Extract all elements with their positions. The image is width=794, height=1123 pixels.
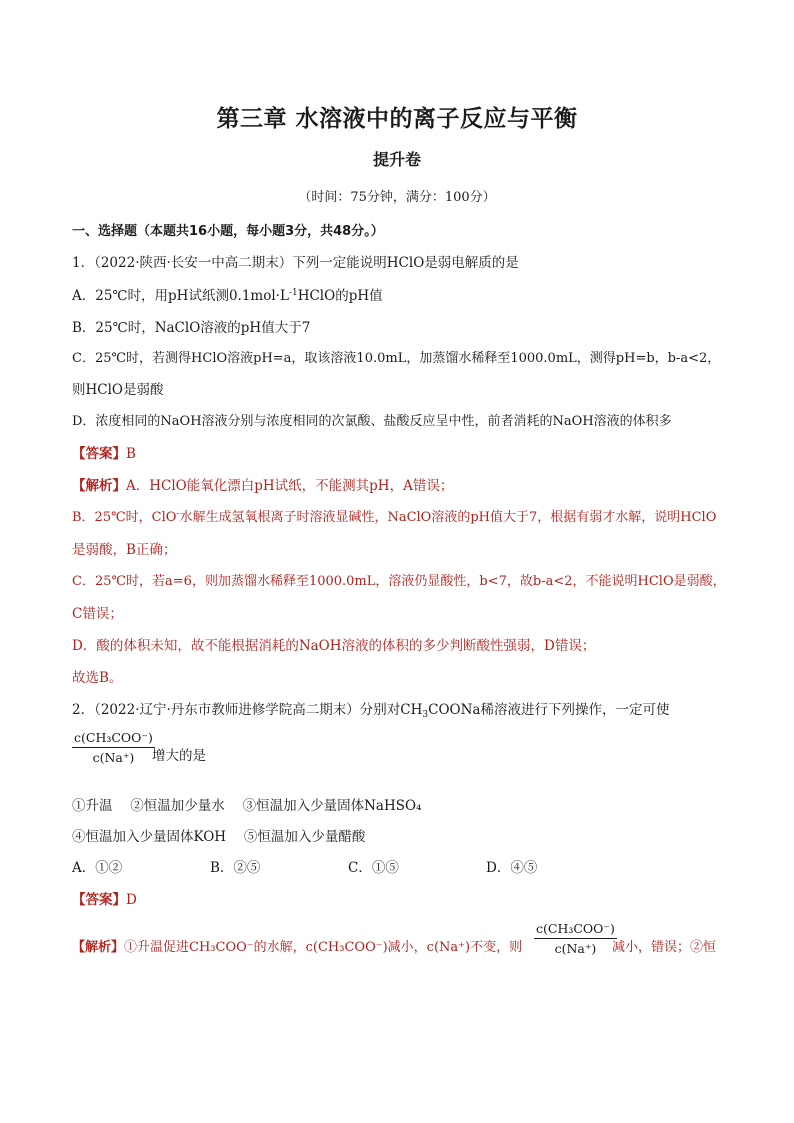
q1-answer-tag: 【答案】 xyxy=(72,446,126,462)
q1-explanation-line1 xyxy=(72,474,732,494)
q2-explanation-fraction xyxy=(534,921,617,956)
q2-choice-c: C．①⑤ xyxy=(348,860,399,876)
q2-answer xyxy=(72,888,732,908)
q1-option-a-sup: -1 xyxy=(288,288,298,298)
q2-stem-sub: 3 xyxy=(422,710,429,720)
q2-expl-fraction-numerator: c(CH₃COO⁻) xyxy=(536,921,615,936)
q2-explanation-text: ①升温促进CH₃COO⁻的水解，c(CH₃COO⁻)减小，c(Na⁺)不变，则 xyxy=(124,940,523,955)
q2-answer-value: D xyxy=(126,892,137,908)
q2-answer-tag: 【答案】 xyxy=(72,892,126,908)
q1-option-c-line1: C．25℃时，若测得HClO溶液pH=a，取该溶液10.0mL，加蒸馏水稀释至1000.0mL，测得pH=b，b-a<2， xyxy=(72,351,721,366)
q2-explanation-line1 xyxy=(72,936,532,955)
q2-fraction-numerator: c(CH₃COO⁻) xyxy=(74,730,153,745)
q1-option-a xyxy=(72,284,732,304)
q1-explanation-line2 xyxy=(72,506,732,525)
q1-stem: 1．（2022·陕西·长安一中高二期末）下列一定能说明HClO是弱电解质的是 xyxy=(72,255,519,271)
q1-explanation-line4: C．25℃时，若a=6，则加蒸馏水稀释至1000.0mL，溶液仍显酸性，b<7，故b-a<2，不能说明HClO是弱酸， xyxy=(72,574,726,589)
q1-explanation-tag: 【解析】 xyxy=(72,478,126,494)
q1-explanation-line6: D．酸的体积未知，故不能根据消耗的NaOH溶液的体积的多少判断酸性强弱，D错误； xyxy=(72,638,596,654)
page-title: 第三章 水溶液中的离子反应与平衡 xyxy=(216,106,578,132)
q2-operations-line1: ①升温 ②恒温加少量水 ③恒温加入少量固体NaHSO₄ xyxy=(72,798,422,814)
q2-stem-pre: 2．（2022·辽宁·丹东市教师进修学院高二期末）分别对CH xyxy=(72,702,423,718)
q1-expl2-pre: B．25℃时，ClO xyxy=(72,510,177,525)
q1-option-b: B．25℃时，NaClO溶液的pH值大于7 xyxy=(72,320,311,336)
q2-choice-b: B．②⑤ xyxy=(210,860,261,876)
q1-answer-value: B xyxy=(126,446,136,462)
q2-fraction-suffix: 增大的是 xyxy=(152,748,206,764)
q2-explanation-tail: 减小，错误；②恒 xyxy=(612,940,717,955)
exam-meta: （时间：75分钟，满分：100分） xyxy=(298,190,496,205)
q1-explanation-line7: 故选B。 xyxy=(72,670,123,686)
q2-choice-d: D．④⑤ xyxy=(486,860,538,876)
q2-fraction xyxy=(72,730,155,765)
q1-explanation-text1: A．HClO能氧化漂白pH试纸，不能测其pH，A错误； xyxy=(126,478,454,494)
q2-fraction-denominator: c(Na⁺) xyxy=(92,750,135,765)
q1-option-a-post: HClO的pH值 xyxy=(297,288,383,304)
q1-option-c-line2: 则HClO是弱酸 xyxy=(72,382,164,398)
section-heading: 一、选择题（本题共16小题，每小题3分，共48分。） xyxy=(72,224,384,239)
q1-expl2-post: 水解生成氢氧根离子时溶液显碱性，NaClO溶液的pH值大于7，根据有弱才水解，说明HClO xyxy=(179,510,717,525)
q1-option-d: D．浓度相同的NaOH溶液分别与浓度相同的次氯酸、盐酸反应呈中性，前者消耗的NaOH溶液的体积多 xyxy=(72,414,672,429)
q1-option-a-pre: A．25℃时，用pH试纸测0.1mol·L xyxy=(72,288,289,304)
q2-stem-post: COONa稀溶液进行下列操作，一定可使 xyxy=(428,702,670,718)
q1-expl2-sup: - xyxy=(176,509,180,519)
q2-stem xyxy=(72,698,732,720)
page-subtitle: 提升卷 xyxy=(372,150,421,169)
q2-explanation-tag: 【解析】 xyxy=(72,940,125,955)
q1-answer xyxy=(72,442,732,462)
q2-choice-a: A．①② xyxy=(72,860,123,876)
q2-expl-fraction-denominator: c(Na⁺) xyxy=(554,941,597,956)
q1-explanation-line3: 是弱酸，B正确； xyxy=(72,542,177,558)
q1-explanation-line5: C错误； xyxy=(72,606,123,622)
q2-operations-line2: ④恒温加入少量固体KOH ⑤恒温加入少量醋酸 xyxy=(72,829,366,845)
